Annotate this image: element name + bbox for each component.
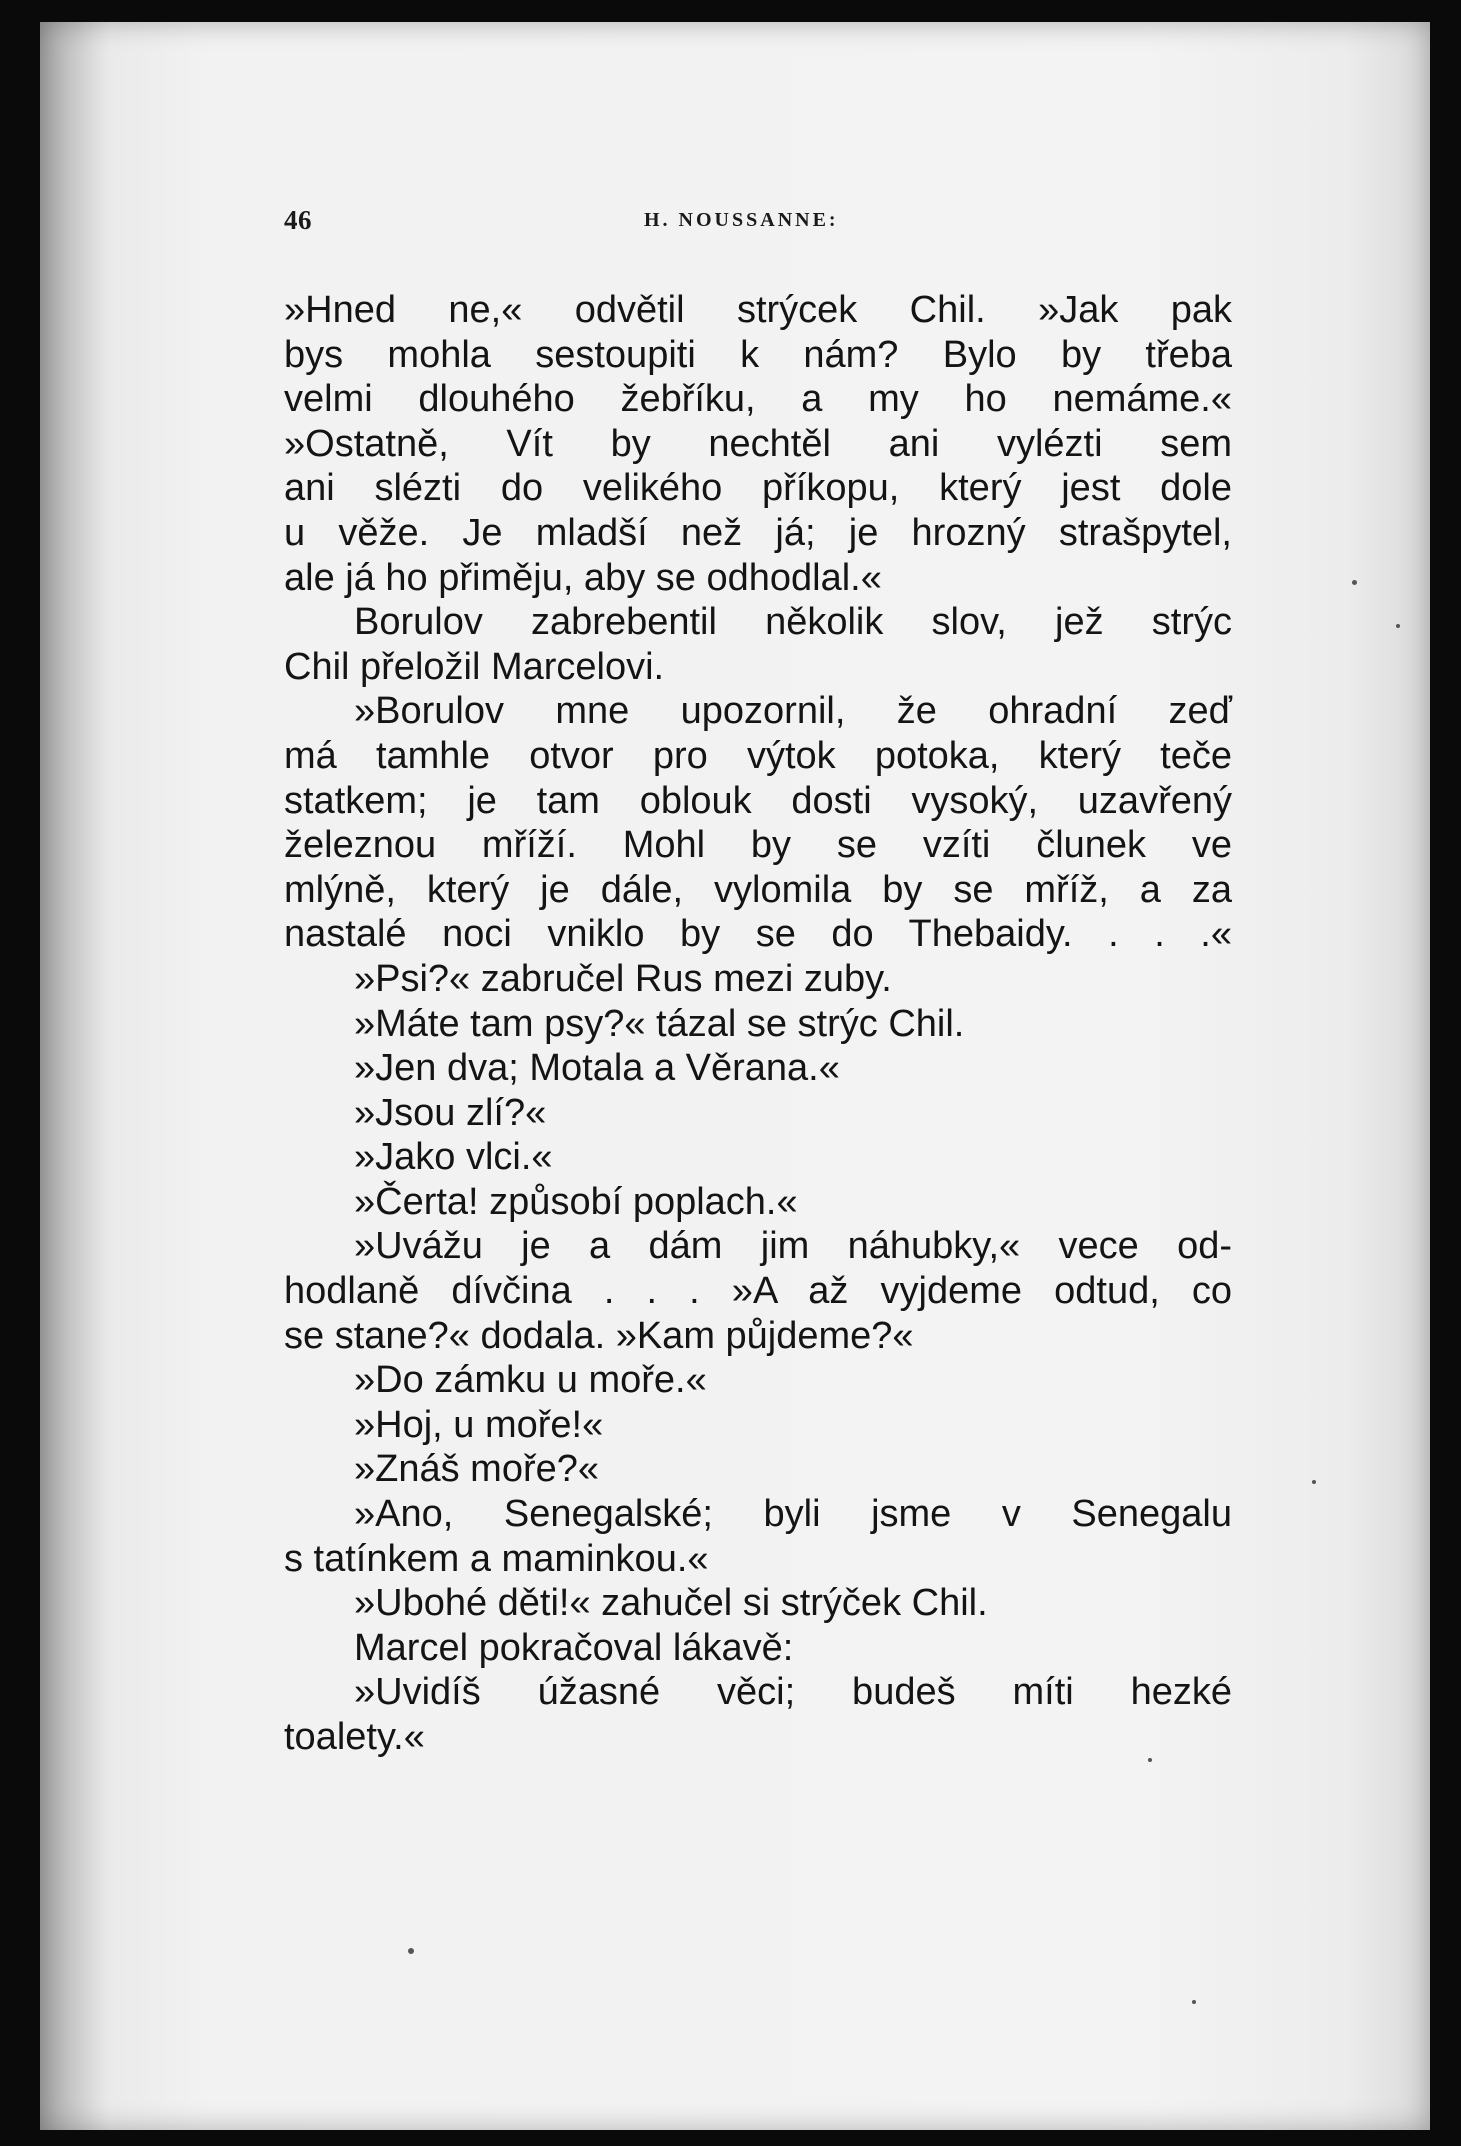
text-line: »Jen dva; Motala a Věrana.«: [354, 1047, 840, 1090]
text-line: »Jsou zlí?«: [354, 1091, 547, 1134]
text-line: »Ubohé děti!« zahučel si strýček Chil.: [354, 1582, 988, 1625]
scan-speck: [1396, 624, 1400, 628]
text-line: Borulov zabrebentil několik slov, jež strýc: [354, 601, 1232, 644]
text-line: ale já ho přiměju, aby se odhodlal.«: [284, 556, 882, 599]
scan-speck: [1312, 1480, 1316, 1484]
text-line: Chil přeložil Marcelovi.: [284, 645, 665, 688]
text-line: »Uvážu je a dám jim náhubky,« vece od-: [354, 1225, 1232, 1268]
text-line: »Ostatně, Vít by nechtěl ani vylézti sem: [284, 422, 1232, 465]
page-number: 46: [284, 205, 312, 235]
text-line: má tamhle otvor pro výtok potoka, který teče: [284, 734, 1232, 777]
text-line: »Čerta! způsobí poplach.«: [354, 1180, 798, 1223]
text-line: nastalé noci vniklo by se do Thebaidy. . . .«: [284, 913, 1232, 956]
text-line: Marcel pokračoval lákavě:: [354, 1626, 794, 1669]
text-line: »Borulov mne upozornil, že ohradní zeď: [354, 690, 1232, 733]
text-line: »Do zámku u moře.«: [354, 1359, 707, 1402]
text-line: »Ano, Senegalské; byli jsme v Senegalu: [354, 1493, 1232, 1536]
text-line: »Uvidíš úžasné věci; budeš míti hezké: [354, 1671, 1232, 1714]
scan-speck: [1192, 2000, 1196, 2004]
text-line: »Psi?« zabručel Rus mezi zuby.: [354, 957, 892, 1000]
body-text: [284, 288, 1232, 1760]
text-line: hodlaně dívčina . . . »A až vyjdeme odtud, co: [284, 1270, 1232, 1313]
text-line: mlýně, který je dále, vylomila by se mříž, a za: [284, 868, 1232, 911]
text-line: toalety.«: [284, 1716, 425, 1758]
page-gutter-shadow: [40, 22, 110, 2130]
text-line: »Hoj, u moře!«: [354, 1403, 604, 1446]
text-line: se stane?« dodala. »Kam půjdeme?«: [284, 1314, 914, 1357]
text-line: velmi dlouhého žebříku, a my ho nemáme.«: [284, 378, 1232, 421]
running-head: H. NOUSSANNE:: [644, 209, 839, 231]
text-line: »Znáš moře?«: [354, 1448, 600, 1491]
text-line: »Jako vlci.«: [354, 1136, 553, 1179]
text-line: ani slézti do velikého příkopu, který jest dole: [284, 467, 1232, 510]
page-header: [284, 205, 1232, 241]
text-line: s tatínkem a maminkou.«: [284, 1537, 709, 1580]
scan-speck: [408, 1948, 414, 1954]
scan-speck: [1352, 580, 1357, 585]
text-line: »Hned ne,« odvětil strýcek Chil. »Jak pak: [284, 289, 1232, 331]
text-line: »Máte tam psy?« tázal se strýc Chil.: [354, 1002, 965, 1045]
scan-speck: [1148, 1758, 1152, 1762]
text-line: bys mohla sestoupiti k nám? Bylo by třeba: [284, 333, 1232, 376]
text-line: statkem; je tam oblouk dosti vysoký, uzavřený: [284, 779, 1232, 822]
text-line: u věže. Je mladší než já; je hrozný strašpytel,: [284, 511, 1232, 554]
text-line: železnou mříží. Mohl by se vzíti člunek ve: [284, 824, 1232, 867]
